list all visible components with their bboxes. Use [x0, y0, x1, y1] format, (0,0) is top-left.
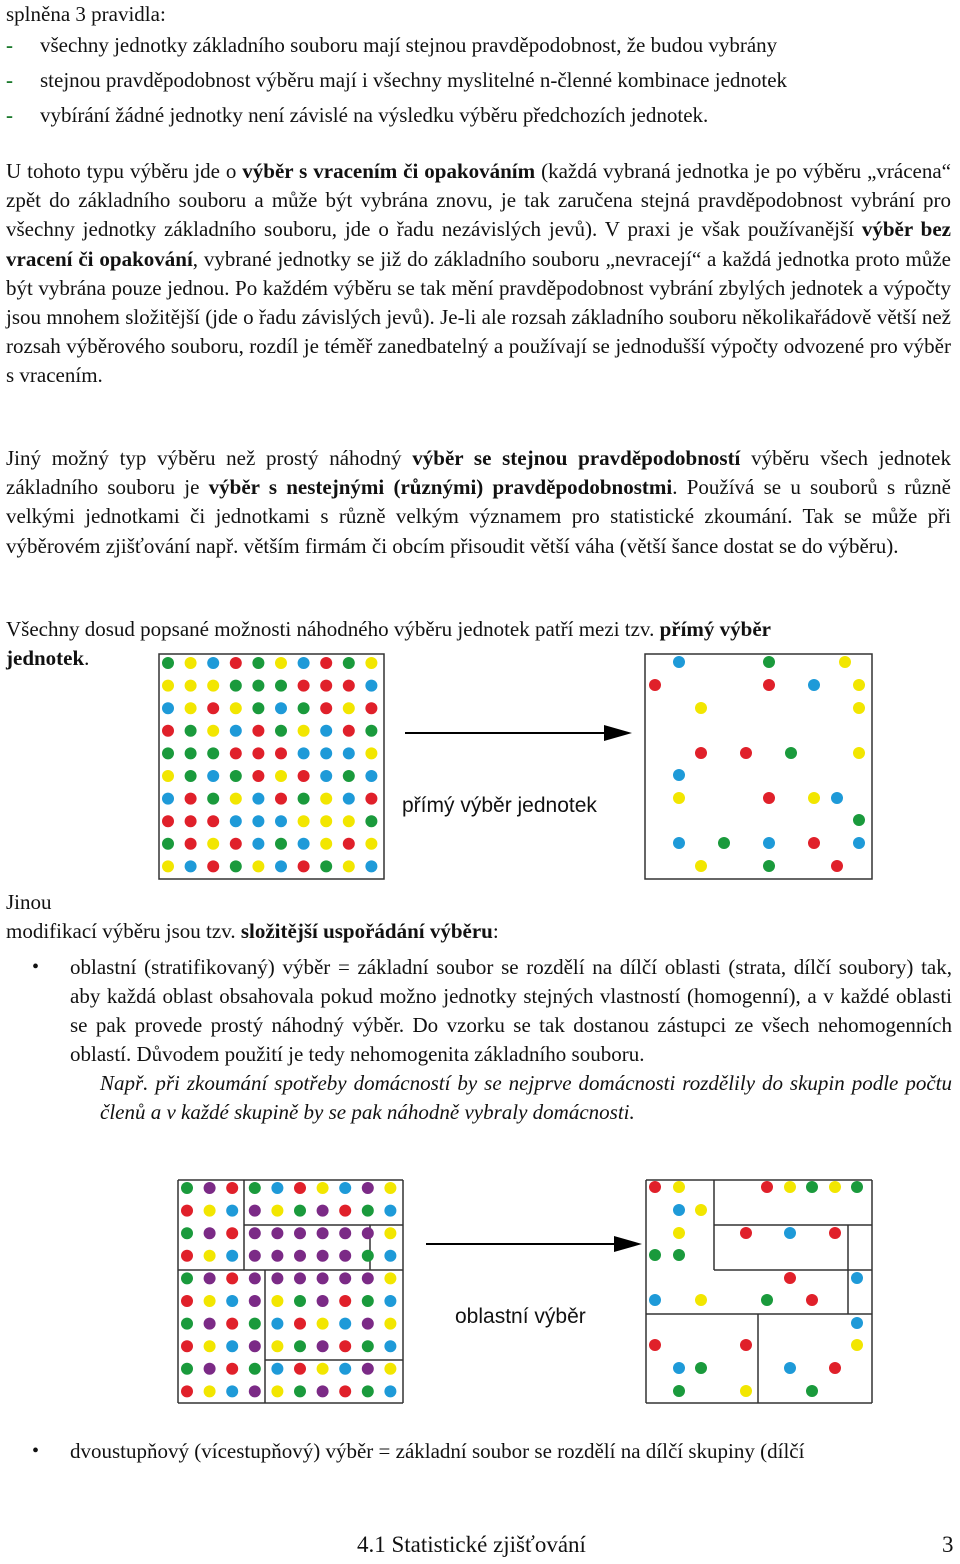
population-dot: [339, 1272, 351, 1284]
rule-3: [6, 101, 708, 130]
population-dot: [185, 702, 197, 714]
sample-dot: [695, 860, 707, 872]
population-dot: [343, 747, 355, 759]
population-dot: [271, 1227, 283, 1239]
population-dot: [226, 1385, 238, 1397]
population-dot: [181, 1272, 193, 1284]
sample-dot: [808, 792, 820, 804]
population-dot: [162, 860, 174, 872]
population-dot: [365, 657, 377, 669]
population-dot: [185, 793, 197, 805]
population-dot: [275, 793, 287, 805]
population-dot: [343, 680, 355, 692]
population-dot: [275, 680, 287, 692]
population-dot: [271, 1318, 283, 1330]
sample-dot: [761, 1294, 773, 1306]
population-dot: [226, 1340, 238, 1352]
paragraph-direct: Všechny dosud popsané možnosti náhodného výběru jednotek patří mezi tzv. přímý výběr jednotek.: [6, 617, 771, 671]
sample-dot: [763, 792, 775, 804]
intro-line: splněna 3 pravidla:: [6, 2, 166, 26]
sample-dot: [831, 860, 843, 872]
population-dot: [207, 770, 219, 782]
population-dot: [339, 1227, 351, 1239]
population-dot: [384, 1318, 396, 1330]
sample-dot: [649, 679, 661, 691]
sample-dot: [673, 1362, 685, 1374]
population-dot: [317, 1295, 329, 1307]
population-dot: [317, 1272, 329, 1284]
population-dot: [207, 860, 219, 872]
sample-dot: [763, 656, 775, 668]
population-dot: [320, 680, 332, 692]
paragraph4-line2: modifikací výběru jsou tzv. složitější uspořádání výběru:: [6, 919, 499, 943]
population-dot: [339, 1295, 351, 1307]
population-dot: [162, 702, 174, 714]
population-dot: [249, 1340, 261, 1352]
term-without-replacement: výběr bez vracení či opakování: [6, 217, 952, 271]
population-dot: [275, 725, 287, 737]
sample-dot: [806, 1294, 818, 1306]
population-dot: [275, 838, 287, 850]
sample-dot: [761, 1181, 773, 1193]
population-dot: [252, 838, 264, 850]
population-dot: [185, 747, 197, 759]
population-dot: [294, 1385, 306, 1397]
arrow-right-icon: [405, 725, 632, 741]
population-dot: [207, 657, 219, 669]
population-dot: [384, 1295, 396, 1307]
population-dot: [320, 702, 332, 714]
population-dot: [271, 1205, 283, 1217]
population-dot: [249, 1227, 261, 1239]
paragraph-replacement: U tohoto typu výběru jde o výběr s vracením či opakováním (každá vybraná jednotka je po výběru „vrácena“ zpět do základního souboru a může být vybrána znovu, je tak zaručena stejná pravděpodobnost vybrání pro všechny jednotky základního souboru, jde o řadu nezávislých jevů). V praxi je však používanější výběr bez vracení či opakování, vybrané jednotky se již do základního souboru „nevracejí“ a každá jednotka proto může být vybrána pouze jednou. Po každém výběru se tak mění pravděpodobnost vybrání zbylých jednotek a výpočty jsou mnohem složitější (jde o řadu závislých jevů). Je-li ale rozsah základního souboru několikařádově větší než rozsah výběrového souboru, rozdíl je téměř zanedbatelný a používají se jednodušší výpočty odvozené pro výběr s vracením.: [6, 159, 952, 388]
population-dot: [317, 1205, 329, 1217]
population-dot: [207, 793, 219, 805]
sample-dot: [695, 1204, 707, 1216]
population-dot: [181, 1295, 193, 1307]
sample-dot: [829, 1227, 841, 1239]
population-dot: [230, 793, 242, 805]
population-dot: [249, 1385, 261, 1397]
sample-dot: [831, 792, 843, 804]
population-dot: [181, 1318, 193, 1330]
sample-dot: [853, 747, 865, 759]
population-dot: [230, 838, 242, 850]
population-dot: [339, 1318, 351, 1330]
population-dot: [317, 1227, 329, 1239]
population-dot: [298, 702, 310, 714]
population-dot: [298, 838, 310, 850]
population-dot: [365, 815, 377, 827]
sample-dot: [851, 1272, 863, 1284]
rule-3-text: vybírání žádné jednotky není závislé na výsledku výběru předchozích jednotek.: [40, 103, 709, 127]
population-dot: [339, 1205, 351, 1217]
population-dot: [226, 1227, 238, 1239]
population-dot: [226, 1205, 238, 1217]
population-dot: [249, 1272, 261, 1284]
population-dot: [362, 1295, 374, 1307]
population-dot: [298, 680, 310, 692]
sample-dot: [649, 1339, 661, 1351]
population-dot: [252, 815, 264, 827]
population-dot: [320, 657, 332, 669]
population-dot: [252, 770, 264, 782]
footer-title: 4.1 Statistické zjišťování: [357, 1532, 586, 1557]
population-dot: [317, 1385, 329, 1397]
population-dot: [298, 657, 310, 669]
sample-dot: [740, 1339, 752, 1351]
population-dot: [343, 860, 355, 872]
bullet-stratified: oblastní (stratifikovaný) výběr = základní soubor se rozdělí na dílčí oblasti (strata, dílčí soubory) tak, aby každá oblast obsahovala pokud možno jednotky stejných vlastností (homogenní), a v každé oblasti se pak provede prostý náhodný výběr. Do vzorku se tak dostanou zástupci ze všech nehomogenních oblastí. Důvodem použití je tedy nehomogenita základního souboru. Např. při zkoumání spotřeby domácností by se nejprve domácnosti rozdělily do skupin podle počtu členů a v každé skupině by se pak náhodně vybraly domácnosti.: [70, 953, 952, 1127]
population-dot: [181, 1182, 193, 1194]
population-dot: [317, 1250, 329, 1262]
term-complex-arrangement: složitější uspořádání výběru: [240, 919, 493, 943]
population-dot: [339, 1385, 351, 1397]
population-dot: [162, 725, 174, 737]
sample-dot: [808, 837, 820, 849]
population-dot: [204, 1295, 216, 1307]
term-equal-probability: výběr se stejnou pravděpodobností: [412, 446, 741, 470]
term-direct-selection: přímý výběr: [659, 617, 771, 641]
population-dot: [275, 860, 287, 872]
population-dot: [230, 680, 242, 692]
population-dot: [343, 838, 355, 850]
population-dot: [365, 860, 377, 872]
population-dot: [249, 1250, 261, 1262]
population-dot: [365, 838, 377, 850]
population-dot: [249, 1318, 261, 1330]
population-dot: [320, 747, 332, 759]
population-dot: [317, 1340, 329, 1352]
population-dot: [230, 702, 242, 714]
population-dot: [320, 860, 332, 872]
example-text: Např. při zkoumání spotřeby domácností by se nejprve domácnosti rozdělily do skupin podle počtu členů a v každé skupině by se pak náhodně vybraly domácnosti.: [100, 1071, 952, 1124]
population-dot: [275, 770, 287, 782]
population-dot: [362, 1227, 374, 1239]
population-dot: [204, 1385, 216, 1397]
population-dot: [362, 1318, 374, 1330]
population-dot: [252, 860, 264, 872]
population-dot: [362, 1340, 374, 1352]
population-dot: [294, 1227, 306, 1239]
sample-dot: [649, 1181, 661, 1193]
population-dot: [384, 1340, 396, 1352]
population-dot: [298, 725, 310, 737]
population-dot: [162, 680, 174, 692]
population-dot: [384, 1205, 396, 1217]
population-dot: [275, 815, 287, 827]
population-dot: [320, 815, 332, 827]
sample-dot: [806, 1385, 818, 1397]
population-dot: [204, 1227, 216, 1239]
figure1-caption: přímý výběr jednotek: [402, 794, 597, 817]
sample-dot: [695, 702, 707, 714]
sample-dot: [853, 679, 865, 691]
sample-dot: [649, 1294, 661, 1306]
population-dot: [204, 1250, 216, 1262]
population-dot: [185, 770, 197, 782]
population-dot: [339, 1250, 351, 1262]
population-dot: [249, 1205, 261, 1217]
sample-dot: [673, 656, 685, 668]
population-dot: [294, 1272, 306, 1284]
population-dot: [365, 770, 377, 782]
population-dot: [298, 860, 310, 872]
population-dot: [207, 725, 219, 737]
population-dot: [384, 1182, 396, 1194]
population-dot: [252, 680, 264, 692]
population-dot: [207, 702, 219, 714]
population-dot: [162, 793, 174, 805]
population-dot: [185, 657, 197, 669]
sample-dot: [851, 1339, 863, 1351]
population-dot: [249, 1363, 261, 1375]
population-dot: [384, 1227, 396, 1239]
direct-selection-figure: [0, 645, 960, 885]
population-dot: [343, 657, 355, 669]
sample-dot: [784, 1227, 796, 1239]
population-dot: [294, 1205, 306, 1217]
population-dot: [252, 657, 264, 669]
sample-dot: [829, 1362, 841, 1374]
population-dot: [181, 1250, 193, 1262]
population-dot: [298, 770, 310, 782]
population-dot: [320, 838, 332, 850]
sample-dot: [673, 792, 685, 804]
sample-dot: [673, 837, 685, 849]
population-dot: [343, 815, 355, 827]
population-dot: [317, 1318, 329, 1330]
population-dot: [204, 1340, 216, 1352]
population-dot: [181, 1227, 193, 1239]
population-dot: [204, 1182, 216, 1194]
population-dot: [362, 1385, 374, 1397]
population-dot: [362, 1250, 374, 1262]
population-dot: [275, 747, 287, 759]
population-dot: [230, 770, 242, 782]
population-dot: [294, 1340, 306, 1352]
population-dot: [275, 657, 287, 669]
population-dot: [320, 770, 332, 782]
population-dot: [271, 1272, 283, 1284]
sample-dot: [673, 1249, 685, 1261]
population-dot: [294, 1182, 306, 1194]
population-dot: [317, 1363, 329, 1375]
page-number: 3: [942, 1532, 954, 1557]
population-dot: [226, 1318, 238, 1330]
dash-icon: -: [6, 68, 13, 92]
population-dot: [384, 1272, 396, 1284]
term-unequal-probability: výběr s nestejnými (různými) pravděpodobnostmi: [208, 475, 673, 500]
population-dot: [365, 725, 377, 737]
population-dot: [343, 770, 355, 782]
population-dot: [298, 747, 310, 759]
population-dot: [185, 680, 197, 692]
sample-dot: [718, 837, 730, 849]
population-dot: [271, 1250, 283, 1262]
population-dot: [249, 1182, 261, 1194]
arrow-right-icon: [426, 1236, 642, 1252]
sample-dot: [673, 1227, 685, 1239]
population-dot: [226, 1182, 238, 1194]
sample-dot: [695, 1362, 707, 1374]
population-dot: [252, 793, 264, 805]
population-dot: [207, 747, 219, 759]
figure2-caption: oblastní výběr: [455, 1305, 586, 1328]
sample-dot: [853, 814, 865, 826]
population-dot: [275, 702, 287, 714]
sample-dot: [740, 747, 752, 759]
population-dot: [185, 725, 197, 737]
population-dot: [252, 702, 264, 714]
sample-dot: [808, 679, 820, 691]
population-dot: [320, 725, 332, 737]
population-dot: [365, 680, 377, 692]
population-dot: [252, 747, 264, 759]
rule-1: [6, 31, 777, 60]
sample-dot: [785, 747, 797, 759]
population-dot: [362, 1272, 374, 1284]
population-dot: [365, 793, 377, 805]
population-dot: [230, 657, 242, 669]
population-dot: [317, 1182, 329, 1194]
population-dot: [185, 815, 197, 827]
sample-dot: [784, 1181, 796, 1193]
population-dot: [384, 1250, 396, 1262]
population-dots: [162, 657, 377, 872]
population-dot: [320, 793, 332, 805]
population-dot: [226, 1272, 238, 1284]
dash-icon: -: [6, 33, 13, 57]
sample-dot: [784, 1272, 796, 1284]
term-with-replacement: výběr s vracením či opakováním: [242, 159, 536, 183]
sample-dot: [853, 837, 865, 849]
population-dot: [181, 1363, 193, 1375]
sample-dot: [763, 860, 775, 872]
population-dot: [162, 747, 174, 759]
sample-dot: [784, 1362, 796, 1374]
population-dot: [185, 860, 197, 872]
sample-dots: [649, 1181, 863, 1397]
sample-dot: [695, 1294, 707, 1306]
sample-dot: [673, 1385, 685, 1397]
population-dot: [294, 1363, 306, 1375]
population-dot: [294, 1250, 306, 1262]
sample-dot: [829, 1181, 841, 1193]
population-dot: [185, 838, 197, 850]
sample-dot: [806, 1181, 818, 1193]
bullet-dot-icon: •: [32, 1440, 40, 1462]
population-dot: [230, 747, 242, 759]
population-dot: [204, 1363, 216, 1375]
population-dot: [362, 1205, 374, 1217]
population-dot: [271, 1363, 283, 1375]
paragraph-probability: Jiný možný typ výběru než prostý náhodný výběr se stejnou pravděpodobností výběru všech jednotek základního souboru je výběr s nestejnými (různými) pravděpodobnostmi. Používá se u souborů s různě velkými jednotkami či jednotkami s různě velkým významem pro statistické zkoumání. Tak se může při výběrovém zjišťování např. větším firmám či obcím přisoudit větší váha (větší šance dostat se do výběru).: [6, 446, 951, 558]
population-dot: [162, 838, 174, 850]
population-dot: [226, 1295, 238, 1307]
population-dot: [339, 1340, 351, 1352]
paragraph4-line1: Jinou: [6, 890, 52, 914]
population-dot: [162, 815, 174, 827]
population-dot: [226, 1363, 238, 1375]
sample-dots: [649, 656, 865, 872]
population-dot: [294, 1295, 306, 1307]
population-dot: [162, 657, 174, 669]
rule-2-text: stejnou pravděpodobnost výběru mají i všechny myslitelné n-členné kombinace jednotek: [40, 68, 788, 92]
dash-icon: -: [6, 103, 13, 127]
sample-dot: [673, 1181, 685, 1193]
population-dot: [230, 860, 242, 872]
population-dot: [207, 838, 219, 850]
population-dot: [226, 1250, 238, 1262]
rule-1-text: všechny jednotky základního souboru mají stejnou pravděpodobnost, že budou vybrány: [40, 33, 778, 57]
population-dot: [365, 747, 377, 759]
sample-dot: [839, 656, 851, 668]
population-dot: [339, 1182, 351, 1194]
population-dot: [343, 725, 355, 737]
bullet-multistage: dvoustupňový (vícestupňový) výběr = základní soubor se rozdělí na dílčí skupiny (dílčí: [70, 1439, 805, 1463]
population-dot: [162, 770, 174, 782]
sample-dot: [763, 837, 775, 849]
population-dot: [207, 680, 219, 692]
sample-dot: [673, 1204, 685, 1216]
population-dot: [181, 1385, 193, 1397]
sample-dot: [740, 1385, 752, 1397]
sample-dot: [851, 1181, 863, 1193]
population-dots: [181, 1182, 396, 1397]
population-dot: [294, 1318, 306, 1330]
population-dot: [339, 1363, 351, 1375]
population-dot: [271, 1182, 283, 1194]
population-dot: [204, 1205, 216, 1217]
population-dot: [384, 1363, 396, 1375]
sample-dot: [851, 1317, 863, 1329]
sample-dot: [649, 1249, 661, 1261]
stratified-selection-figure: [0, 1170, 960, 1430]
population-dot: [384, 1385, 396, 1397]
population-dot: [249, 1295, 261, 1307]
population-dot: [181, 1340, 193, 1352]
sample-dot: [740, 1227, 752, 1239]
population-dot: [181, 1205, 193, 1217]
bullet-dot-icon: •: [32, 956, 40, 978]
sample-dot: [763, 679, 775, 691]
population-dot: [271, 1295, 283, 1307]
population-dot: [230, 725, 242, 737]
population-dot: [204, 1272, 216, 1284]
population-dot: [204, 1318, 216, 1330]
population-dot: [365, 702, 377, 714]
population-dot: [343, 702, 355, 714]
population-dot: [230, 815, 242, 827]
population-dot: [207, 815, 219, 827]
population-dot: [271, 1385, 283, 1397]
population-dot: [298, 815, 310, 827]
population-dot: [252, 725, 264, 737]
population-dot: [343, 793, 355, 805]
population-dot: [271, 1340, 283, 1352]
sample-dot: [853, 702, 865, 714]
sample-dot: [695, 747, 707, 759]
population-dot: [362, 1182, 374, 1194]
population-dot: [362, 1363, 374, 1375]
rule-2: [6, 66, 787, 95]
population-dot: [298, 793, 310, 805]
sample-dot: [673, 769, 685, 781]
